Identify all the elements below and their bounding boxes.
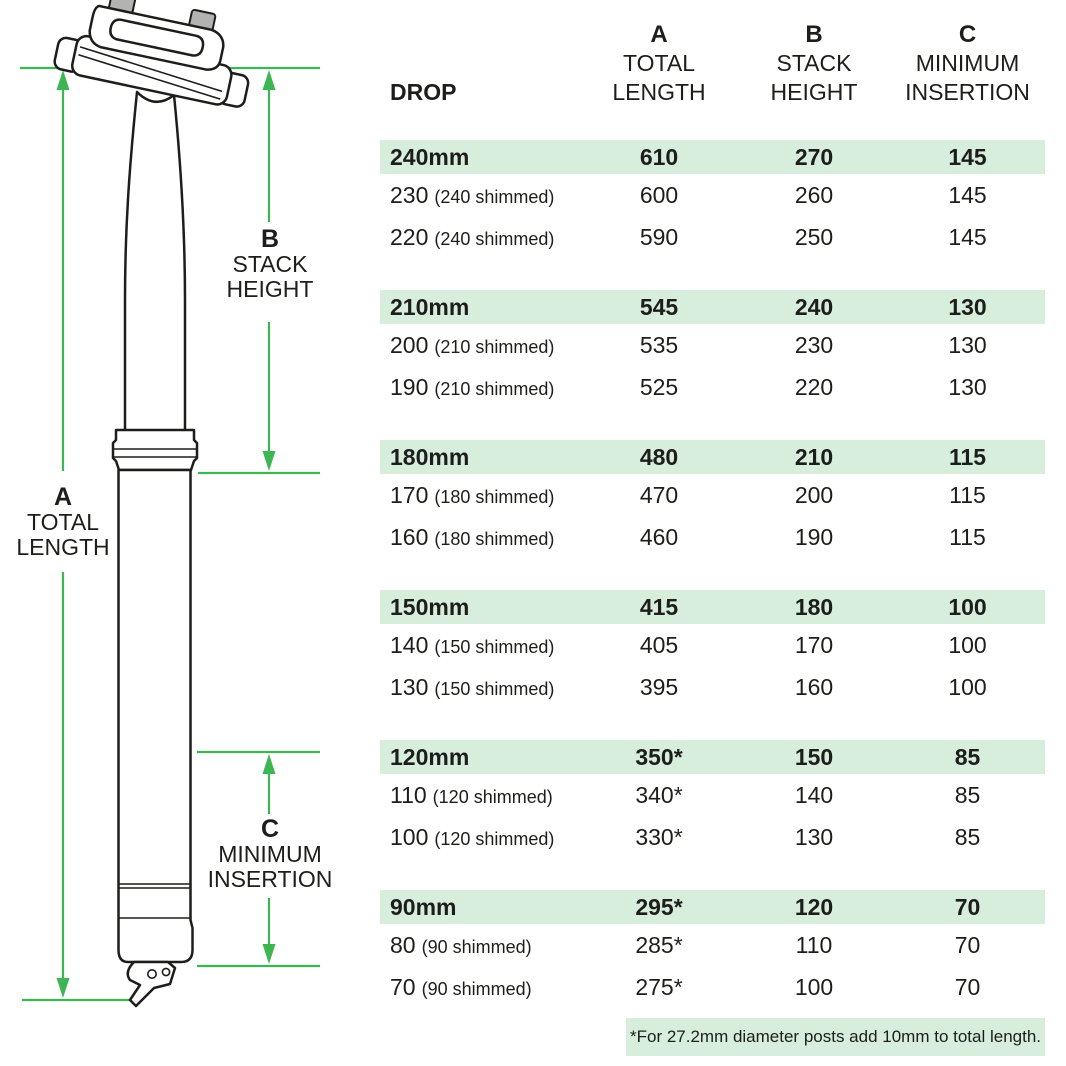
table-row [380,516,1045,558]
row-total-length: 275* [635,973,683,1000]
row-stack-height: 160 [794,673,834,700]
size-group [380,590,1045,740]
row-drop-value: 200 [390,331,429,358]
table-row [380,624,1045,666]
row-min-insertion: 130 [948,331,987,358]
row-total-length: 600 [639,181,679,208]
total-length-label: A TOTAL LENGTH [0,485,126,560]
row-drop-value: 220 [390,223,429,250]
row-min-insertion: 70 [954,931,981,958]
group-total-length: 350* [635,743,683,770]
table-row [380,474,1045,516]
row-total-length: 330* [635,823,683,850]
group-stack-height: 150 [794,743,834,770]
table-row [380,816,1045,858]
row-min-insertion: 100 [948,673,987,700]
row-drop-note: (180 shimmed) [434,528,555,549]
row-min-insertion: 130 [948,373,987,400]
group-drop-label: 150mm [390,593,470,620]
row-drop-note: (210 shimmed) [434,378,555,399]
row-stack-height: 170 [794,631,834,658]
group-drop-label: 210mm [390,293,470,320]
table-row [380,174,1045,216]
group-min-insertion: 85 [954,743,981,770]
group-min-insertion: 70 [954,893,981,920]
row-min-insertion: 115 [949,523,986,550]
row-drop-note: (180 shimmed) [434,486,555,507]
size-group [380,140,1045,290]
table-row [380,666,1045,708]
table-row [380,216,1045,258]
actuator-lever [128,962,175,1006]
row-total-length: 405 [639,631,679,658]
row-min-insertion: 145 [948,181,987,208]
table-group-header-row [380,890,1045,924]
row-stack-height: 130 [794,823,834,850]
group-stack-height: 210 [794,443,834,470]
table-header [380,20,1045,107]
size-group [380,740,1045,890]
group-drop-label: 240mm [390,143,470,170]
row-drop-note: (90 shimmed) [421,978,532,999]
group-drop-label: 180mm [390,443,470,470]
row-drop-value: 100 [390,823,429,850]
row-total-length: 525 [639,373,679,400]
group-total-length: 545 [639,293,679,320]
column-header-total-length: A TOTAL LENGTH [612,21,706,105]
row-total-length: 470 [639,481,679,508]
row-stack-height: 100 [794,973,834,1000]
total-length-letter: A [53,483,73,511]
row-drop-value: 80 [390,931,416,958]
table-row [380,324,1045,366]
row-min-insertion: 70 [954,973,981,1000]
row-total-length: 395 [639,673,679,700]
group-stack-height: 240 [794,293,834,320]
table-body [380,140,1045,1040]
group-stack-height: 270 [794,143,834,170]
row-drop-note: (240 shimmed) [434,228,555,249]
row-stack-height: 220 [794,373,834,400]
size-group [380,290,1045,440]
column-header-min-insertion: C MINIMUM INSERTION [905,21,1030,105]
table-group-header-row [380,590,1045,624]
row-drop-note: (150 shimmed) [434,678,555,699]
group-min-insertion: 145 [948,143,987,170]
column-header-stack-height: B STACK HEIGHT [770,21,858,105]
row-stack-height: 200 [794,481,834,508]
row-total-length: 535 [639,331,679,358]
group-total-length: 415 [639,593,679,620]
row-drop-value: 190 [390,373,429,400]
group-min-insertion: 100 [948,593,987,620]
row-min-insertion: 115 [949,481,986,508]
row-min-insertion: 145 [948,223,987,250]
column-header-drop: DROP [390,79,457,105]
row-total-length: 285* [635,931,683,958]
footnote: *For 27.2mm diameter posts add 10mm to total length. [626,1018,1045,1056]
table-row [380,924,1045,966]
table-row [380,366,1045,408]
row-drop-note: (120 shimmed) [434,828,555,849]
row-stack-height: 260 [794,181,834,208]
row-drop-note: (240 shimmed) [434,186,555,207]
table-group-header-row [380,140,1045,174]
group-total-length: 610 [639,143,679,170]
group-stack-height: 180 [794,593,834,620]
row-min-insertion: 100 [948,631,987,658]
row-drop-note: (210 shimmed) [434,336,555,357]
min-insertion-letter: C [260,815,280,843]
group-drop-label: 90mm [390,893,457,920]
row-min-insertion: 85 [954,781,981,808]
group-min-insertion: 130 [948,293,987,320]
table-group-header-row [380,740,1045,774]
group-total-length: 295* [635,893,683,920]
row-drop-note: (120 shimmed) [432,786,553,807]
group-total-length: 480 [639,443,679,470]
row-min-insertion: 85 [954,823,981,850]
row-drop-note: (90 shimmed) [421,936,532,957]
group-min-insertion: 115 [948,443,987,470]
row-total-length: 460 [639,523,679,550]
row-drop-value: 160 [390,523,429,550]
row-stack-height: 250 [794,223,834,250]
stack-height-letter: B [260,225,280,253]
row-drop-note: (150 shimmed) [434,636,555,657]
table-row [380,774,1045,816]
row-drop-value: 130 [390,673,429,700]
min-insertion-label: C MINIMUM INSERTION [200,817,340,892]
row-drop-value: 230 [390,181,429,208]
row-total-length: 590 [639,223,679,250]
row-drop-value: 70 [390,973,416,1000]
table-row [380,966,1045,1008]
row-total-length: 340* [635,781,683,808]
row-drop-value: 170 [390,481,429,508]
group-stack-height: 120 [794,893,834,920]
row-stack-height: 190 [794,523,834,550]
group-drop-label: 120mm [390,743,470,770]
table-group-header-row [380,290,1045,324]
seatpost-head [53,0,261,110]
size-group [380,440,1045,590]
stack-height-label: B STACK HEIGHT [207,227,333,302]
row-stack-height: 230 [794,331,834,358]
row-stack-height: 140 [794,781,834,808]
table-group-header-row [380,440,1045,474]
row-drop-value: 110 [390,781,427,808]
row-stack-height: 110 [795,931,833,958]
row-drop-value: 140 [390,631,429,658]
size-table [380,0,1045,1066]
